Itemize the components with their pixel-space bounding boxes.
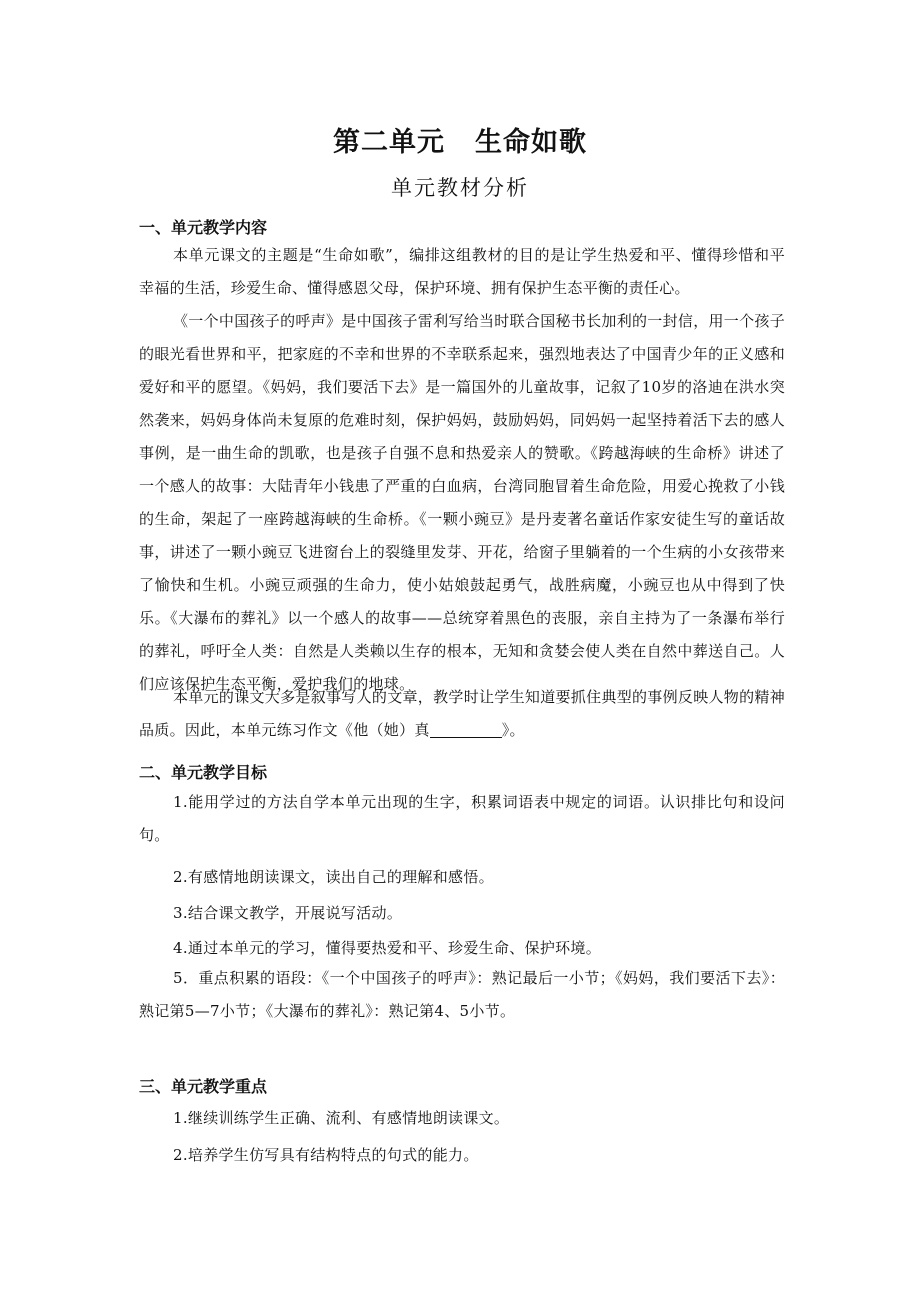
goal-item: 1.能用学过的方法自学本单元出现的生字，积累词语表中规定的词语。认识排比句和设问句。	[139, 793, 785, 844]
writing-text-end: 》。	[501, 721, 525, 739]
section-heading-goals: 二、单元教学目标	[139, 763, 268, 782]
goal-item: 2.有感情地朗读课文，读出自己的理解和感悟。	[173, 868, 494, 886]
fill-in-blank	[430, 722, 502, 738]
paragraph-theme: 本单元课文的主题是“生命如歌”，编排这组教材的目的是让学生热爱和平、懂得珍惜和平幸福的生活，珍爱生命、懂得感恩父母，保护环境、拥有保护生态平衡的责任心。	[139, 246, 785, 297]
page-title	[0, 120, 920, 159]
goal-item: 4.通过本单元的学习，懂得要热爱和平、珍爱生命、保护环境。	[173, 939, 602, 957]
focus-item: 1.继续训练学生正确、流利、有感情地朗读课文。	[173, 1109, 510, 1127]
page-subtitle: 单元教材分析	[391, 176, 529, 200]
title-theme: 生命如歌	[475, 127, 587, 158]
goal-item: 5．重点积累的语段：《一个中国孩子的呼声》：熟记最后一小节；《妈妈，我们要活下去》：熟记第5—7小节；《大瀑布的葬礼》：熟记第4、5小节。	[139, 969, 785, 1020]
paragraph-writing	[139, 681, 785, 747]
writing-text: 本单元的课文大多是叙事写人的文章，教学时让学生知道要抓住典型的事例反映人物的精神品质。因此，本单元练习作文《他（她）真	[139, 688, 786, 739]
focus-item: 2.培养学生仿写具有结构特点的句式的能力。	[173, 1146, 479, 1164]
section-heading-focus: 三、单元教学重点	[139, 1077, 268, 1096]
section-heading-content: 一、单元教学内容	[139, 218, 268, 237]
goal-item: 3.结合课文教学，开展说写活动。	[173, 904, 403, 922]
title-unit: 第二单元	[333, 127, 445, 158]
paragraph-lessons: 《一个中国孩子的呼声》是中国孩子雷利写给当时联合国秘书长加利的一封信，用一个孩子的眼光看世界和平，把家庭的不幸和世界的不幸联系起来，强烈地表达了中国青少年的正义感和爱好和平的愿望。《妈妈，我们要活下去》是一篇国外的儿童故事，记叙了10岁的洛迪在洪水突然袭来，妈妈身体尚未复原的危难时刻，保护妈妈，鼓励妈妈，同妈妈一起坚持着活下去的感人事例，是一曲生命的凯歌，也是孩子自强不息和热爱亲人的赞歌。《跨越海峡的生命桥》讲述了一个感人的故事：大陆青年小钱患了严重的白血病，台湾同胞冒着生命危险，用爱心挽救了小钱的生命，架起了一座跨越海峡的生命桥。《一颗小豌豆》是丹麦著名童话作家安徒生写的童话故事，讲述了一颗小豌豆飞进窗台上的裂缝里发芽、开花，给窗子里躺着的一个生病的小女孩带来了愉快和生机。小豌豆顽强的生命力，使小姑娘鼓起勇气，战胜病魔，小豌豆也从中得到了快乐。《大瀑布的葬礼》以一个感人的故事——总统穿着黑色的丧服，亲自主持为了一条瀑布举行的葬礼，呼吁全人类：自然是人类赖以生存的根本，无知和贪婪会使人类在自然中葬送自己。人们应该保护生态平衡，爱护我们的地球。	[139, 312, 786, 693]
